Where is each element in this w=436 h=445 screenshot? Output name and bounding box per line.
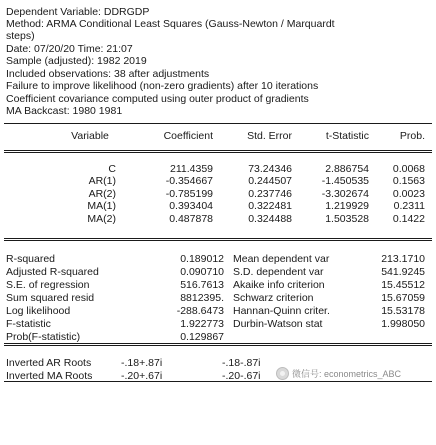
coef-cell: 0.0023 (392, 187, 425, 200)
coef-cell: 0.393404 (169, 200, 213, 213)
coef-variable: MA(1) (87, 200, 116, 213)
table-rule-roots (4, 343, 432, 346)
header-line: Dependent Variable: DDRGDP (6, 6, 150, 18)
coef-cell: 0.237746 (248, 187, 292, 200)
root-cell: Inverted MA Roots (6, 369, 93, 382)
coef-cell: 211.4359 (169, 163, 213, 175)
stat-cell: 0.090710 (180, 266, 224, 278)
stat-cell: 15.67059 (381, 292, 425, 304)
root-cell: -.20-.67i (222, 369, 261, 382)
column-header: Std. Error (247, 130, 292, 142)
coef-cell: -0.785199 (165, 187, 213, 200)
stat-cell: Mean dependent var (233, 253, 330, 265)
coef-cell: 0.322481 (248, 200, 292, 213)
root-cell: -.18-.87i (222, 357, 261, 369)
header-line: Method: ARMA Conditional Least Squares (Gauss-Newton / Marquardt (6, 18, 335, 30)
coef-cell: 0.1563 (392, 175, 425, 188)
stat-cell: S.E. of regression (6, 279, 90, 291)
coef-cell: -3.302674 (321, 187, 369, 200)
stat-cell: Durbin-Watson stat (233, 318, 323, 330)
stat-cell: 1.998050 (381, 318, 425, 330)
column-header: Prob. (399, 130, 425, 142)
header-line: Sample (adjusted): 1982 2019 (6, 55, 147, 67)
stat-cell: 516.7613 (180, 279, 224, 291)
header-line: steps) (6, 30, 35, 42)
wechat-icon (276, 367, 289, 380)
stat-cell: F-statistic (6, 318, 51, 330)
table-rule-top (4, 123, 432, 124)
coef-cell: -0.354667 (165, 175, 213, 188)
header-line: Coefficient covariance computed using outer product of gradients (6, 93, 309, 105)
coef-cell: 0.244507 (248, 175, 292, 188)
table-rule-bottom (4, 381, 432, 382)
stat-cell: S.D. dependent var (233, 266, 324, 278)
column-header: t-Statistic (325, 130, 369, 142)
header-line: Included observations: 38 after adjustments (6, 68, 210, 80)
coef-cell: 2.886754 (325, 163, 369, 175)
stat-cell: 8812395. (180, 292, 224, 304)
stat-cell: 0.129867 (180, 331, 224, 343)
root-cell: Inverted AR Roots (6, 357, 92, 369)
root-cell: -.20+.67i (121, 369, 163, 382)
stat-cell: Sum squared resid (6, 292, 95, 304)
header-line: Date: 07/20/20 Time: 21:07 (6, 43, 133, 55)
stat-cell: R-squared (6, 253, 56, 265)
coef-cell: 73.24346 (248, 163, 292, 175)
coef-cell: 0.1422 (392, 212, 425, 225)
coef-cell: 1.219929 (325, 200, 369, 213)
coef-cell: 1.503528 (325, 212, 369, 225)
stat-cell: 15.45512 (381, 279, 425, 291)
column-header: Coefficient (163, 130, 213, 142)
stat-cell: 15.53178 (381, 305, 425, 317)
stat-cell: Schwarz criterion (233, 292, 314, 304)
coef-variable: AR(1) (88, 175, 116, 188)
watermark-text: 微信号: econometrics_ABC (292, 369, 402, 379)
stat-cell: 213.1710 (381, 253, 425, 265)
column-header: Variable (71, 130, 109, 142)
table-rule-header (4, 150, 432, 153)
header-line: MA Backcast: 1980 1981 (6, 105, 123, 117)
root-cell: -.18+.87i (121, 357, 163, 369)
stat-cell: Prob(F-statistic) (6, 331, 81, 343)
stat-cell: -288.6473 (176, 305, 224, 317)
coef-variable: MA(2) (87, 212, 116, 225)
stat-cell: Adjusted R-squared (6, 266, 99, 278)
coef-variable: AR(2) (88, 187, 116, 200)
stat-cell: Akaike info criterion (233, 279, 325, 291)
header-line: Failure to improve likelihood (non-zero gradients) after 10 iterations (6, 80, 319, 92)
coef-cell: 0.487878 (169, 212, 213, 225)
table-rule-stats (4, 238, 432, 241)
stat-cell: 1.922773 (180, 318, 224, 330)
stat-cell: 541.9245 (381, 266, 425, 278)
coef-cell: 0.0068 (392, 163, 425, 175)
stat-cell: 0.189012 (180, 253, 224, 265)
coef-cell: 0.324488 (248, 212, 292, 225)
coef-cell: 0.2311 (393, 200, 425, 213)
stat-cell: Log likelihood (6, 305, 71, 317)
coef-cell: -1.450535 (321, 175, 369, 188)
stat-cell: Hannan-Quinn criter. (233, 305, 330, 317)
coef-variable: C (108, 163, 116, 175)
